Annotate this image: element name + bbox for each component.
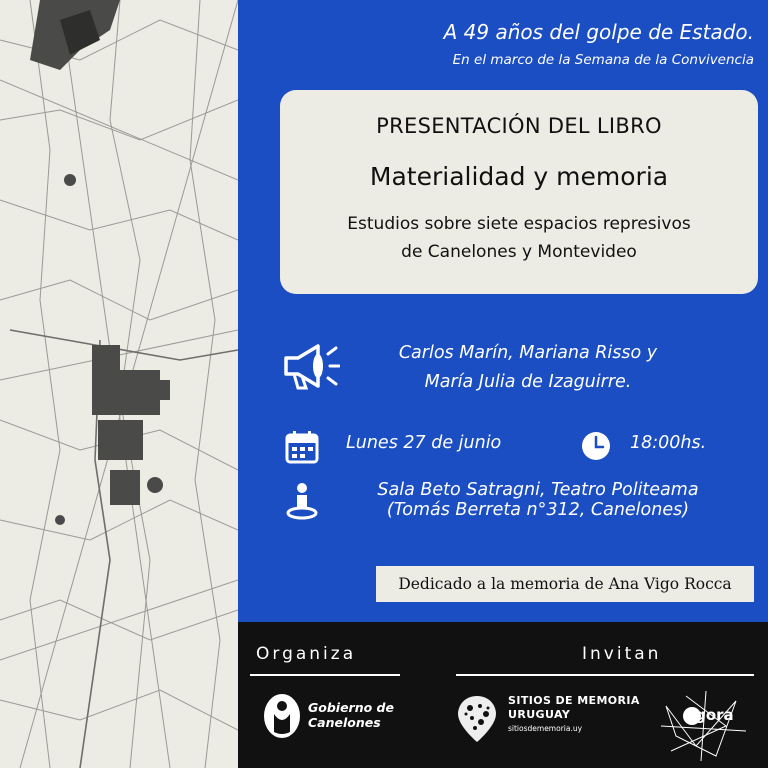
gobierno-canelones-logo	[262, 692, 302, 740]
sitios-line1: SITIOS DE MEMORIA	[508, 694, 640, 707]
header-title: A 49 años del golpe de Estado.	[443, 20, 754, 44]
speakers-line2: María Julia de Izaguirre.	[424, 372, 632, 392]
event-date: Lunes 27 de junio	[346, 433, 502, 453]
sitios-line2: URUGUAY	[508, 708, 571, 721]
gobierno-line1: Gobierno de	[308, 700, 394, 715]
location-person-icon	[286, 482, 318, 520]
gobierno-name	[308, 700, 394, 730]
clock-icon	[580, 430, 612, 462]
footer	[238, 622, 768, 768]
calendar-icon	[285, 430, 319, 464]
event-time: 18:00hs.	[630, 433, 707, 453]
speakers-line1: Carlos Marín, Mariana Risso y	[398, 343, 658, 363]
sitios-memoria-logo	[454, 694, 500, 744]
map-background	[0, 0, 238, 768]
book-description-line1: Estudios sobre siete espacios represivos	[347, 214, 691, 234]
gobierno-line2: Canelones	[308, 715, 381, 730]
book-description-line2: de Canelones y Montevideo	[401, 242, 637, 262]
agora-name: agora	[685, 706, 734, 724]
book-card	[280, 90, 758, 294]
sitios-url: sitiosdememoria.uy	[508, 724, 583, 733]
venue-line1: Sala Beto Satragni, Teatro Politeama	[377, 480, 699, 500]
venue-line2: (Tomás Berreta n°312, Canelones)	[386, 500, 690, 520]
book-kicker: PRESENTACIÓN DEL LIBRO	[376, 114, 662, 138]
main-panel	[238, 0, 768, 622]
agora-logo	[656, 686, 752, 764]
organiza-label: Organiza	[256, 644, 357, 664]
invitan-divider	[456, 674, 754, 676]
sitios-name	[508, 694, 640, 722]
megaphone-icon	[280, 340, 340, 392]
invitan-label: Invitan	[582, 644, 662, 664]
dedication-banner: Dedicado a la memoria de Ana Vigo Rocca	[376, 566, 754, 602]
header-subtitle: En el marco de la Semana de la Convivencia	[452, 52, 754, 68]
map-illustration	[0, 0, 238, 768]
organiza-divider	[250, 674, 400, 676]
book-title: Materialidad y memoria	[369, 162, 669, 191]
